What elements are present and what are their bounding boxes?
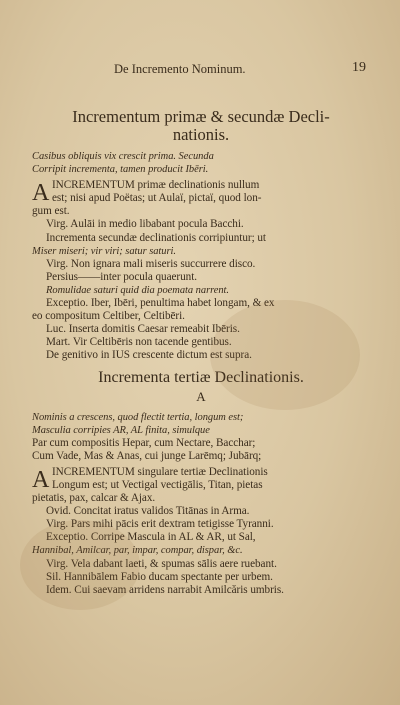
verse-line: Par cum compositis Hepar, cum Nectare, Bacchar; (32, 436, 256, 449)
heading-line: Incrementum primæ & secundæ Decli- (72, 107, 330, 126)
page-number: 19 (352, 60, 366, 75)
verse-line: Cum Vade, Mas & Anas, cui junge Larēmq; Jubārq; (32, 449, 262, 462)
drop-cap: A (32, 466, 50, 493)
text-line: Longum est; ut Vectigal vectigālis, Titan, pietas (52, 478, 263, 491)
verse-line: Casibus obliquis vix crescit prima. Secunda (32, 151, 214, 162)
quotation-line: Virg. Pars mihi pācis erit dextram tetigisse Tyranni. (46, 518, 274, 531)
page-header (32, 62, 370, 82)
text-line: eo compositum Celtiber, Celtibēri. (32, 310, 185, 323)
example-line: Hannibal, Amilcar, par, impar, compar, dispar, &c. (32, 545, 243, 557)
text-line: pietatis, pax, calcar & Ajax. (32, 492, 156, 505)
quotation-line: Virg. Aulāi in medio libabant pocula Bacchi. (46, 218, 244, 231)
text-line: est; nisi apud Poëtas; ut Aulaï, pictaï, quod lon- (52, 192, 262, 205)
text-line: INCREMENTUM primæ declinationis nullum (52, 179, 260, 192)
section-heading: Incrementa tertiæ Declinationis. (98, 368, 304, 386)
section-heading (32, 108, 370, 144)
quotation-line: Mart. Vir Celtibēris non tacende gentibus. (46, 336, 232, 349)
example-line: Miser miseri; vir viri; satur saturi. (32, 245, 176, 257)
text-line: Incrementa secundæ declinationis corripiuntur; ut (46, 231, 266, 244)
quotation-line: Virg. Non ignara mali miseris succurrere disco. (46, 257, 256, 270)
quotation-line: Sil. Hannibālem Fabio ducam spectante per urbem. (46, 570, 273, 583)
verse-line: Nominis a crescens, quod flectit tertia, longum est; (32, 411, 244, 423)
quotation-line: Idem. Cui saevam arridens narrabit Amilcăris umbris. (46, 583, 284, 596)
verse-line: Corripit incrementa, tamen producit Ibēri. (32, 164, 209, 176)
running-title: De Incremento Nominum. (114, 62, 246, 76)
paragraph (32, 179, 370, 218)
drop-cap: A (32, 180, 50, 207)
text-line: gum est. (32, 205, 70, 218)
quotation-line: Virg. Vela dabant laeti, & spumas sālis aere ruebant. (46, 557, 277, 570)
quotation-line: Luc. Inserta domitis Caesar remeabit Ibēris. (46, 323, 240, 336)
verse-line: Masculia corripies AR, AL finita, simulque (32, 424, 210, 436)
section-letter: A (196, 388, 206, 404)
quotation-line: Ovid. Concitat iratus validos Titānas in Arma. (46, 505, 250, 518)
quotation-line: Persius——inter pocula quaerunt. (46, 270, 198, 283)
heading-line: nationis. (172, 125, 230, 144)
text-line: Exceptio. Corripe Mascula in AL & AR, ut Sal, (46, 531, 256, 544)
paragraph (32, 466, 370, 505)
text-line: INCREMENTUM singulare tertiæ Declinationis (52, 465, 268, 478)
text-line: De genitivo in IUS crescente dictum est supra. (46, 349, 252, 362)
text-line: Exceptio. Iber, Ibēri, penultima habet longam, & ex (46, 297, 275, 310)
quotation-line: Romulidae saturi quid dia poemata narrent. (46, 284, 230, 296)
